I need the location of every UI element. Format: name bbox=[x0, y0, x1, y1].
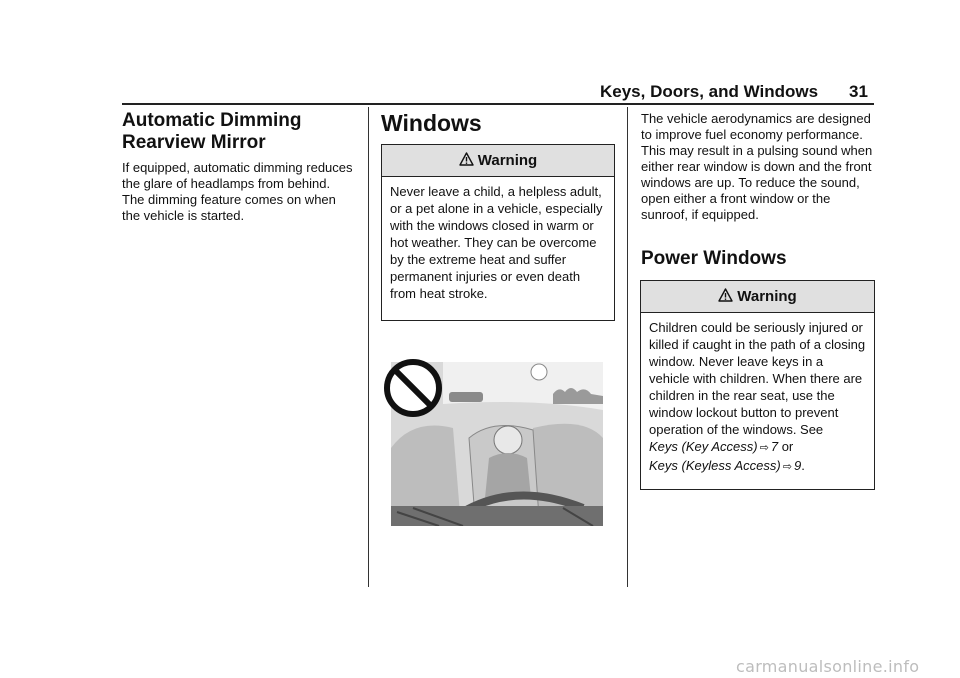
warning-header bbox=[382, 145, 614, 177]
warning-header bbox=[641, 281, 874, 313]
heading-power-windows: Power Windows bbox=[641, 248, 787, 269]
watermark: carmanualsonline.info bbox=[736, 657, 920, 676]
ref-page: 7 bbox=[770, 439, 779, 454]
page-ref-arrow-icon: ⇨ bbox=[782, 461, 792, 473]
ref-title: Keys (Keyless Access) bbox=[649, 458, 781, 473]
child-in-car-illustration bbox=[383, 348, 605, 526]
cross-reference-key-access[interactable] bbox=[649, 438, 866, 457]
paragraph-aerodynamics: The vehicle aerodynamics are designed to improve fuel economy performance. This may result in a pulsing sound when either rear window is down and the front windows are up. To reduce the sound, open either a front window or the sunroof, if equipped. bbox=[641, 111, 873, 222]
ref-title: Keys (Key Access) bbox=[649, 439, 758, 454]
warning-label: Warning bbox=[737, 288, 797, 305]
warning-text bbox=[641, 313, 874, 482]
warning-box-power-windows bbox=[640, 280, 875, 490]
header-rule bbox=[122, 103, 874, 105]
warning-box-windows bbox=[381, 144, 615, 321]
heading-automatic-dimming-mirror: Automatic Dimming Rearview Mirror bbox=[122, 110, 302, 153]
warning-body: Children could be seriously injured or killed if caught in the path of a closing window. Never leave keys in a vehicle with children. When there are children in the rear seat, use the window lockout button to prevent operation of the windows. See bbox=[649, 320, 866, 437]
heading-windows: Windows bbox=[381, 110, 482, 136]
warning-label: Warning bbox=[477, 152, 538, 169]
warning-triangle-icon bbox=[459, 152, 474, 169]
page-ref-arrow-icon: ⇨ bbox=[759, 442, 769, 454]
column-divider-2 bbox=[627, 107, 628, 587]
warning-triangle-icon bbox=[718, 288, 733, 305]
section-title: Keys, Doors, and Windows bbox=[600, 82, 819, 101]
page-number: 31 bbox=[849, 82, 868, 101]
prohibition-circle-icon bbox=[387, 362, 439, 414]
ref-joiner: or bbox=[781, 439, 794, 454]
column-divider-1 bbox=[368, 107, 369, 587]
ref-page: 9 bbox=[793, 458, 802, 473]
ref-end: . bbox=[801, 458, 805, 473]
warning-text: Never leave a child, a helpless adult, or a pet alone in a vehicle, especially with the windows closed in warm or hot weather. They can be overcome by the extreme heat and suffer permanent injuries or even death from heat stroke. bbox=[390, 184, 603, 301]
paragraph-mirror: If equipped, automatic dimming reduces the glare of headlamps from behind. The dimming feature comes on when the vehicle is started. bbox=[122, 160, 353, 223]
cross-reference-keyless-access[interactable] bbox=[649, 457, 866, 476]
